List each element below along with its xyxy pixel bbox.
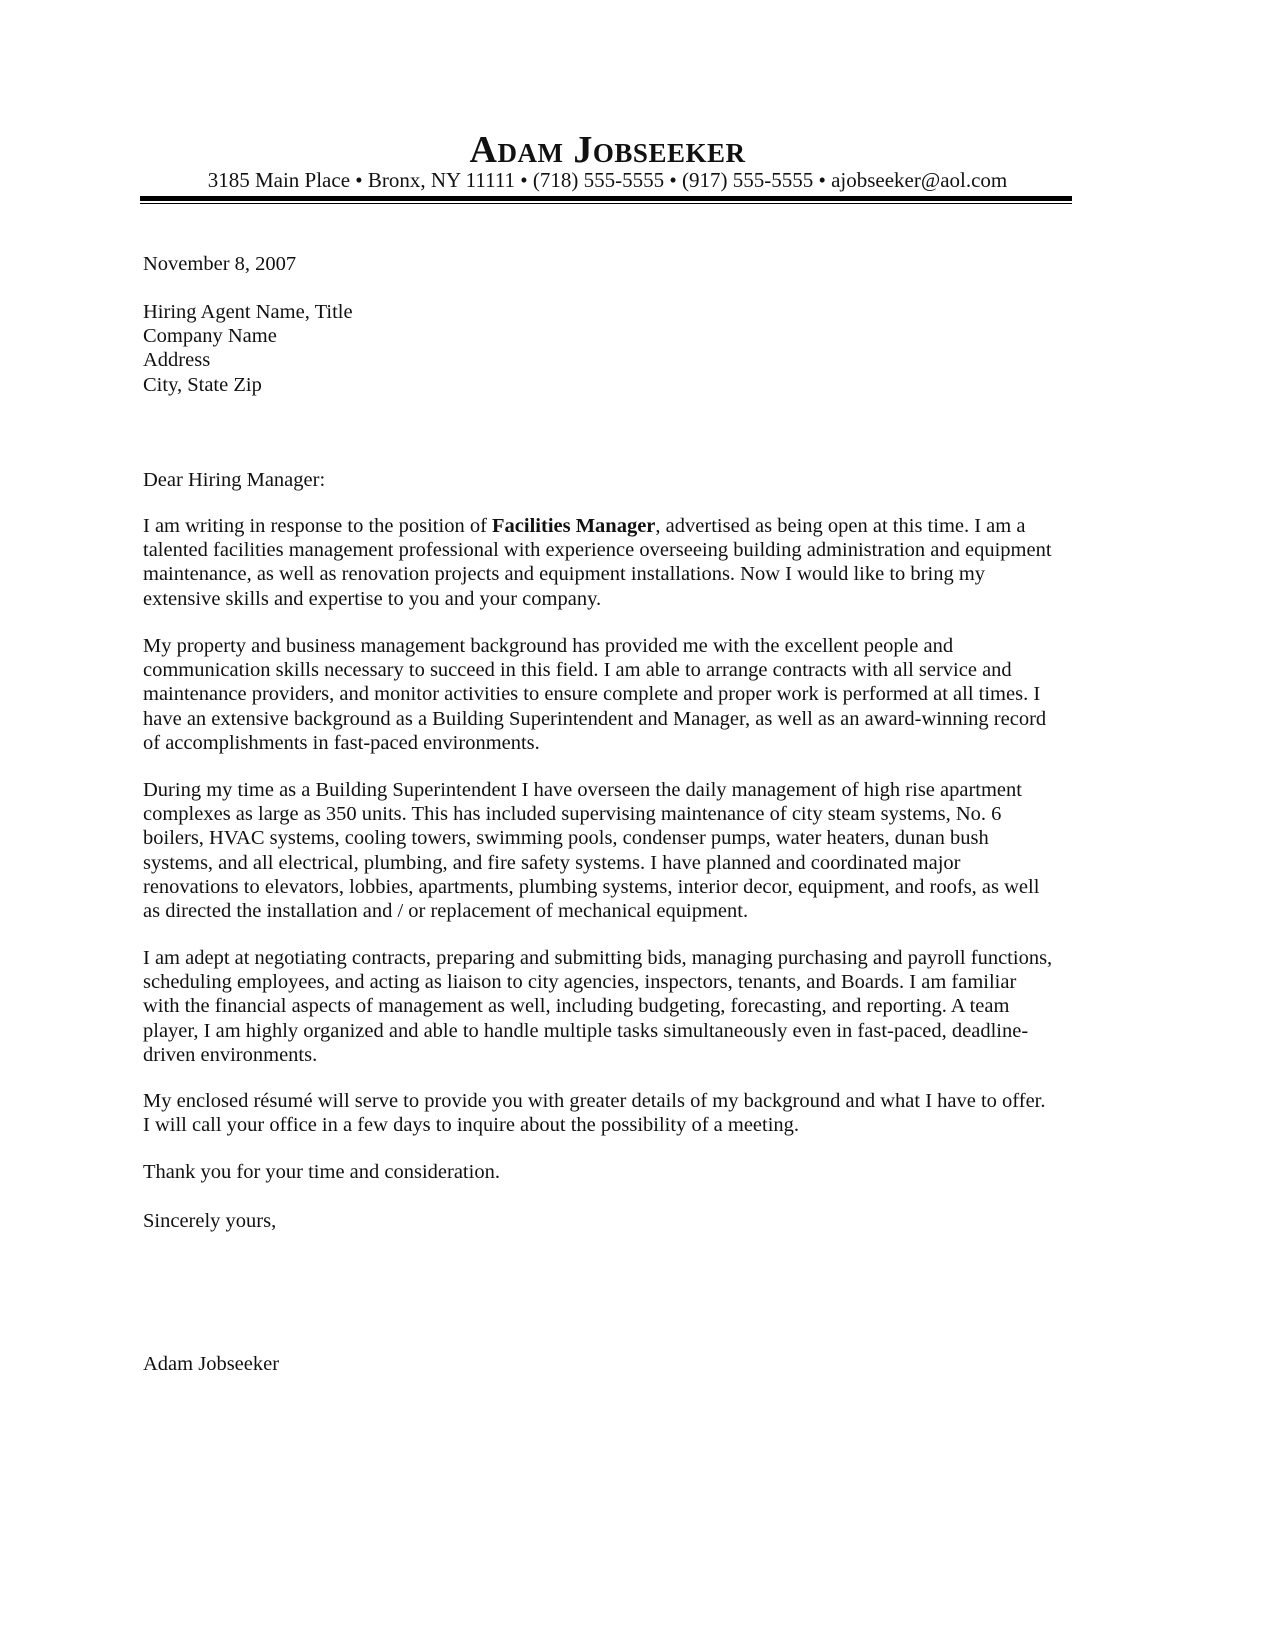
recipient-address-line: Address — [143, 349, 211, 372]
recipient-name-title: Hiring Agent Name, Title — [143, 301, 353, 323]
recipient-address — [143, 300, 353, 397]
letterhead-divider-thick — [140, 196, 1072, 201]
closing: Sincerely yours, — [143, 1210, 277, 1232]
sender-name: Adam Jobseeker — [469, 129, 746, 171]
position-title: Facilities Manager — [492, 515, 656, 537]
recipient-city-state-zip: City, State Zip — [143, 373, 262, 396]
paragraph-4: I am adept at negotiating contracts, preparing and submitting bids, managing purchasing and payroll functions, scheduling employees, and acting as liaison to city agencies, inspectors, tenants, and Boards. I am familiar with the financial aspects of management as well, including budgeting, forecasting, and reporting. A team player, I am highly organized and able to handle multiple tasks simultaneously even in fast-paced, deadline- driven environments. — [143, 947, 1053, 1066]
signature-name: Adam Jobseeker — [143, 1353, 280, 1375]
paragraph-5: My enclosed résumé will serve to provide you with greater details of my background and what I have to offer. I will call your office in a few days to inquire about the possibility of a meeting. — [143, 1090, 1046, 1137]
recipient-company: Company Name — [143, 325, 277, 348]
sender-contact-info: 3185 Main Place • Bronx, NY 11111 • (718) 555-5555 • (917) 555-5555 • ajobseeker@aol.com — [207, 168, 1008, 192]
paragraph-3: During my time as a Building Superintendent I have overseen the daily management of high rise apartment complexes as large as 350 units. This has included supervising maintenance of city steam systems, No. 6 boilers, HVAC systems, cooling towers, swimming pools, condenser pumps, water heaters, dunan bush systems, and all electrical, plumbing, and fire safety systems. I have planned and coordinated major renovations to elevators, lobbies, apartments, plumbing systems, interior decor, equipment, and roofs, as well as directed the installation and / or replacement of mechanical equipment. — [143, 779, 1040, 923]
letterhead-divider-thin — [140, 203, 1072, 204]
letter-date: November 8, 2007 — [143, 253, 297, 275]
paragraph-1: I am writing in response to the position of Facilities Manager, advertised as being open at this time. I am a talented facilities management professional with experience overseeing building administration and equipment maintenance, as well as renovation projects and equipment installations. Now I would like to bring my extensive skills and expertise to you and your company. — [143, 515, 1052, 610]
thank-you-line: Thank you for your time and consideration. — [143, 1161, 500, 1183]
salutation: Dear Hiring Manager: — [143, 469, 326, 491]
paragraph-2: My property and business management background has provided me with the excellent people and communication skills necessary to succeed in this field. I am able to arrange contracts with all service and maintenance providers, and monitor activities to ensure complete and proper work is performed at all times. I have an extensive background as a Building Superintendent and Manager, as well as an award-winning record of accomplishments in fast-paced environments. — [143, 635, 1047, 754]
